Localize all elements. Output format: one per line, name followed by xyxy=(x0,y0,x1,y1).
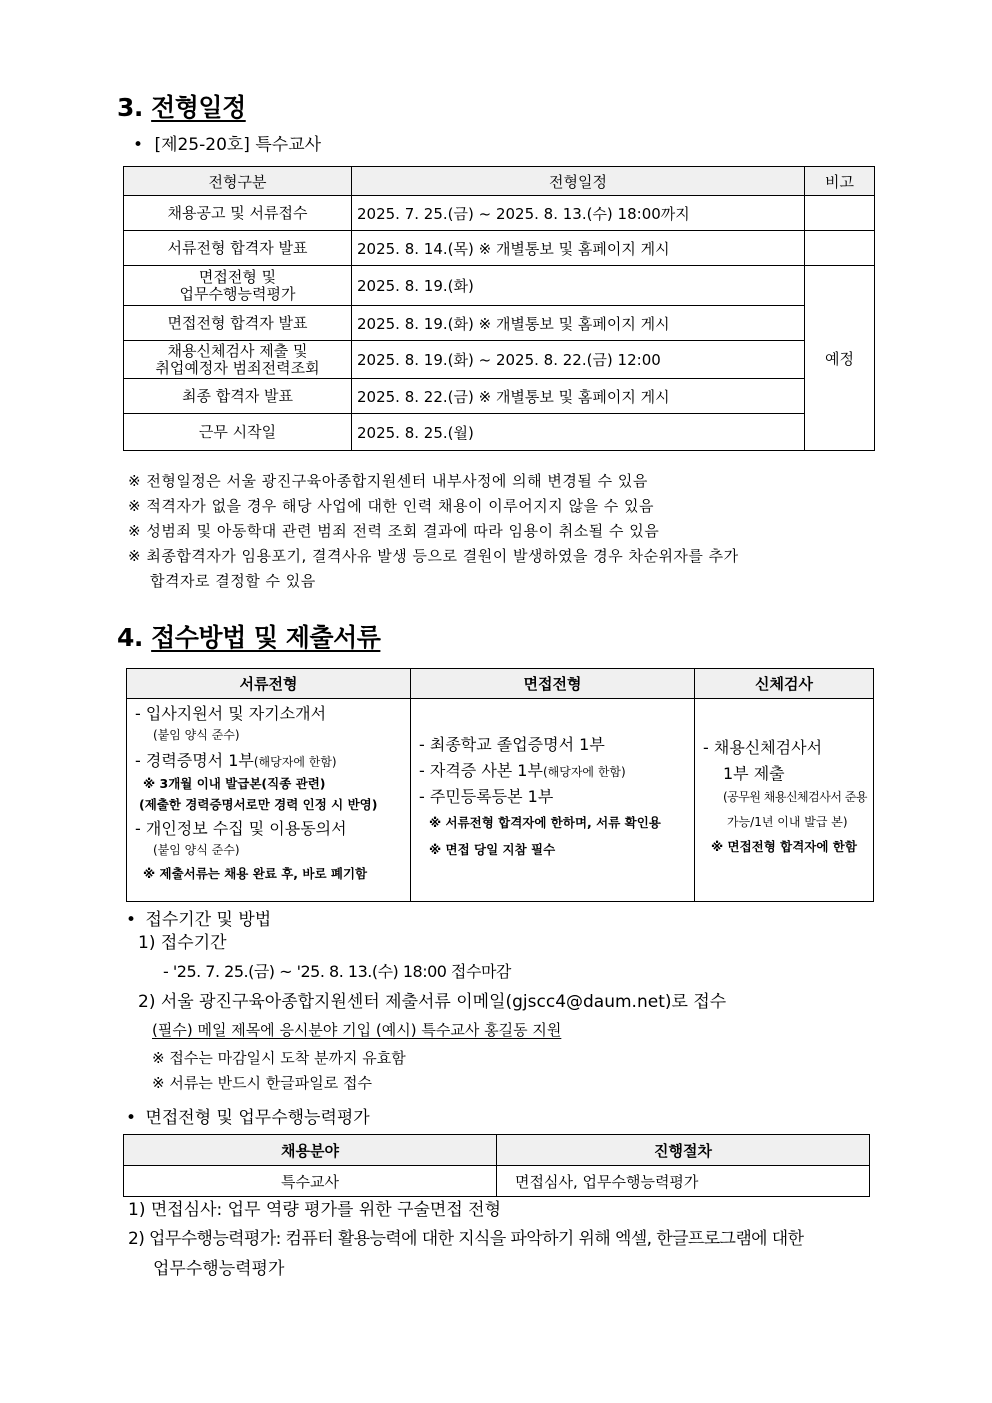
date-cell: 2025. 8. 14.(목) ※ 개별통보 및 홈페이지 게시 xyxy=(352,231,805,266)
period-title: 접수기간 및 방법 xyxy=(145,910,272,930)
evaluation-heading xyxy=(126,1103,370,1128)
note-item: ※ 전형일정은 서울 광진구육아종합지원센터 내부사정에 의해 변경될 수 있음 xyxy=(128,472,648,490)
header-document-screening: 서류전형 xyxy=(127,669,411,699)
bullet-icon: • xyxy=(126,1108,137,1128)
date-cell: 2025. 8. 22.(금) ※ 개별통보 및 홈페이지 게시 xyxy=(352,379,805,414)
period-detail: - '25. 7. 25.(금) ~ '25. 8. 13.(수) 18:00 접수마감 xyxy=(163,962,511,981)
stage-line: 업무수행능력평가 xyxy=(179,284,296,303)
doc-item: 1부 제출 xyxy=(723,764,785,783)
header-date: 전형일정 xyxy=(352,167,805,196)
period-item: 2) 서울 광진구육아종합지원센터 제출서류 이메일(gjscc4@daum.net)로 접수 xyxy=(138,992,727,1012)
doc-note: ※ 면접전형 합격자에 한함 xyxy=(711,839,857,854)
section-3-heading xyxy=(117,88,246,124)
stage-line: 취업예정자 범죄전력조회 xyxy=(155,358,320,377)
header-stage: 전형구분 xyxy=(124,167,352,196)
doc-item: - 개인정보 수집 및 이용동의서 xyxy=(135,819,347,838)
doc-item: - 입사지원서 및 자기소개서 xyxy=(135,704,327,723)
stage-cell: 채용공고 및 서류접수 xyxy=(124,196,352,231)
doc-item-text: - 경력증명서 1부 xyxy=(135,751,254,770)
bullet-icon: • xyxy=(126,910,137,930)
stage-line: 면접전형 및 xyxy=(198,268,277,286)
doc-item: - 주민등록등본 1부 xyxy=(419,787,554,806)
field-cell: 특수교사 xyxy=(124,1166,497,1197)
stage-line: 채용신체검사 제출 및 xyxy=(167,342,308,360)
remark-cell xyxy=(805,196,875,231)
section-3-title: 전형일정 xyxy=(151,93,246,122)
doc-item xyxy=(135,752,410,777)
doc-note: ※ 3개월 이내 발급본(직종 관련) xyxy=(143,776,326,791)
header-field: 채용분야 xyxy=(124,1135,497,1166)
section-4-title: 접수방법 및 제출서류 xyxy=(151,623,381,652)
section-4-heading xyxy=(117,618,380,654)
period-heading xyxy=(126,905,271,930)
stage-cell xyxy=(124,266,352,306)
table-row xyxy=(124,379,875,414)
documents-header-row xyxy=(127,669,874,699)
note-item: ※ 성범죄 및 아동학대 관련 범죄 전력 조회 결과에 따라 임용이 취소될 수 있음 xyxy=(128,522,660,540)
interview-cell xyxy=(411,699,695,902)
process-cell: 면접심사, 업무수행능력평가 xyxy=(497,1166,870,1197)
schedule-notes xyxy=(128,470,739,595)
doc-note: (제출한 경력증명서로만 경력 인정 시 반영) xyxy=(139,797,378,812)
table-row xyxy=(124,266,875,306)
recruitment-number: [제25-20호] 특수교사 xyxy=(154,135,322,155)
note-item: 합격자로 결정할 수 있음 xyxy=(150,572,316,590)
section-3-number: 3. xyxy=(117,93,143,122)
physical-exam-cell xyxy=(695,699,874,902)
stage-cell: 면접전형 합격자 발표 xyxy=(124,306,352,341)
doc-item-qualifier: (해당자에 한함) xyxy=(253,755,337,769)
doc-item xyxy=(419,762,694,788)
date-cell: 2025. 7. 25.(금) ~ 2025. 8. 13.(수) 18:00까지 xyxy=(352,196,805,231)
doc-note: ※ 제출서류는 채용 완료 후, 바로 폐기함 xyxy=(143,866,368,881)
doc-note: (붙임 양식 준수) xyxy=(153,843,240,857)
doc-item: - 채용신체검사서 xyxy=(703,738,823,757)
date-cell: 2025. 8. 19.(화) ※ 개별통보 및 홈페이지 게시 xyxy=(352,306,805,341)
doc-note: ※ 면접 당일 지참 필수 xyxy=(429,842,556,857)
remark-cell xyxy=(805,231,875,266)
header-remark: 비고 xyxy=(805,167,875,196)
evaluation-item: 1) 면접심사: 업무 역량 평가를 위한 구술면접 전형 xyxy=(128,1200,502,1220)
table-row xyxy=(124,196,875,231)
documents-body-row xyxy=(127,699,874,902)
table-row xyxy=(124,1166,870,1197)
table-row xyxy=(124,341,875,379)
remark-cell: 예정 xyxy=(805,266,875,451)
evaluation-item: 2) 업무수행능력평가: 컴퓨터 활용능력에 대한 지식을 파악하기 위해 엑셀, 한글프로그램에 대한 xyxy=(128,1229,804,1249)
documents-table xyxy=(126,668,874,902)
date-cell: 2025. 8. 19.(화) xyxy=(352,266,805,306)
stage-cell: 근무 시작일 xyxy=(124,414,352,451)
header-interview: 면접전형 xyxy=(411,669,695,699)
header-physical-exam: 신체검사 xyxy=(695,669,874,699)
document-screening-cell xyxy=(127,699,411,902)
stage-cell xyxy=(124,341,352,379)
doc-note: (공무원 채용신체검사서 준용 xyxy=(723,790,867,804)
note-item: ※ 최종합격자가 임용포기, 결격사유 발생 등으로 결원이 발생하였을 경우 차순위자를 추가 xyxy=(128,547,739,565)
evaluation-item-continued: 업무수행능력평가 xyxy=(153,1259,285,1279)
doc-item-text: - 자격증 사본 1부 xyxy=(419,761,543,780)
period-note: ※ 서류는 반드시 한글파일로 접수 xyxy=(152,1074,373,1092)
doc-note: ※ 서류전형 합격자에 한하며, 서류 확인용 xyxy=(429,815,661,830)
schedule-header-row xyxy=(124,167,875,196)
doc-item-qualifier: (해당자에 한함) xyxy=(542,765,626,779)
evaluation-header-row xyxy=(124,1135,870,1166)
date-cell: 2025. 8. 19.(화) ~ 2025. 8. 22.(금) 12:00 xyxy=(352,341,805,379)
date-cell: 2025. 8. 25.(월) xyxy=(352,414,805,451)
note-item: ※ 적격자가 없을 경우 해당 사업에 대한 인력 채용이 이루어지지 않을 수 있음 xyxy=(128,497,654,515)
stage-cell: 최종 합격자 발표 xyxy=(124,379,352,414)
doc-note: 가능/1년 이내 발급 본) xyxy=(727,815,848,829)
table-row xyxy=(124,306,875,341)
stage-cell: 서류전형 합격자 발표 xyxy=(124,231,352,266)
section-3-subtitle xyxy=(133,130,321,155)
doc-item: - 최종학교 졸업증명서 1부 xyxy=(419,735,605,754)
schedule-table xyxy=(123,166,875,451)
evaluation-title: 면접전형 및 업무수행능력평가 xyxy=(145,1108,370,1128)
section-4-number: 4. xyxy=(117,623,143,652)
period-item: 1) 접수기간 xyxy=(138,933,227,953)
header-process: 진행절차 xyxy=(497,1135,870,1166)
email-subject-note: (필수) 메일 제목에 응시분야 기입 (예시) 특수교사 홍길동 지원 xyxy=(152,1021,562,1039)
period-note: ※ 접수는 마감일시 도착 분까지 유효함 xyxy=(152,1049,406,1067)
table-row xyxy=(124,231,875,266)
table-row xyxy=(124,414,875,451)
doc-note: (붙임 양식 준수) xyxy=(153,728,240,742)
evaluation-table xyxy=(123,1134,870,1197)
bullet-icon: • xyxy=(133,135,144,155)
